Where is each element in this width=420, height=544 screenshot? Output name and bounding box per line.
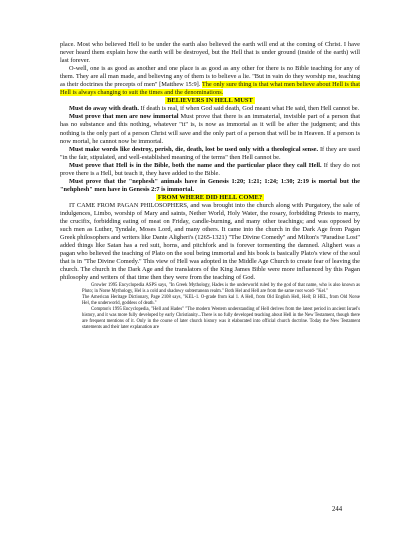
- must-item-hell-bible: [60, 162, 360, 178]
- highlighted-sentence: The only sure thing is that what men believe about Hell is that Hell is always changing to suit the times and the denominations.: [60, 81, 360, 97]
- must-item-words-text: If they are used "in the fair, stipulated, and well-established meaning of the terms" then Hell cannot be.: [60, 145, 360, 161]
- must-item-immortal-title: Must prove that men are now immortal: [69, 113, 179, 121]
- must-item-nephesh-title: Must prove that the "nephesh" animals have in Genesis 1:20; 1:21; 1:24; 1:30; 2:19 is mortal but the "nehphesh" men have in Genesis 2:7 is immortal.: [60, 177, 360, 193]
- must-item-words-title: Must make words like destroy, perish, die, death, lost be used only with a theological sense.: [69, 145, 319, 153]
- must-item-hell-bible-text: If they do not prove there is a Hell, but teach it, they have added to the Bible.: [60, 161, 360, 177]
- must-item-immortal: [60, 113, 360, 145]
- section-heading-origin: [60, 194, 360, 202]
- section-heading-origin-text: FROM WHERE DID HELL COME?: [157, 193, 263, 201]
- must-item-words: [60, 146, 360, 162]
- must-item-nephesh: [60, 178, 360, 194]
- page-body: [60, 41, 360, 331]
- quotations-block: [82, 283, 360, 331]
- must-item-immortal-text: Must prove that there is an immaterial, invisible part of a person that has no substance and this nothing, whatever "it" is, is now as immortal as it will be after the judgment; and this nothing is the only part of a person Christ will save and the only part of a person that will be in Heaven. If a person is now mortal, he cannot now be immortal.: [60, 113, 360, 145]
- quote-comptons: Compton's 1995 Encyclopedia, "Hell and Hades" "The modern Western understanding of Hell derives from the latest period in ancient Israel's history, and it was more fully developed by early Christianity...There is no fully developed teaching about Hell in the New Testament, though there are frequent mentions of it. Only in the course of later church history was it elaborated into official church doctrine. Today the New Testament statements and their later explanation are: [82, 307, 360, 331]
- owell-text: O-well, one is as good as another and one place is as good as any other for there is no Bible teaching for any of them. They are all man made, and believing any of them is to believe a lie. "But in vain do they worship me, teaching as their doctrines the precepts of men" [Matthew 15:9].: [60, 65, 360, 89]
- page-number: 244: [332, 506, 343, 513]
- must-item-hell-bible-title: Must prove that Hell is in the Bible, both the name and the particular place they call Hell.: [69, 161, 322, 169]
- must-item-death-text: If death is real, if when God said death, God meant what He said, then Hell cannot be.: [138, 105, 360, 113]
- paragraph-pagan-origin: IT CAME FROM PAGAN PHILOSOPHERS, and was brought into the church along with Purgatory, the sale of indulgences, Limbo, worship of Mary and saints, Nether World, Holy Water, the rosary, forbidding Priests to marry, the crucifix, forbidding eating of meat on Friday, candle-burning, and many other teachings; and was opposed by such men as Luther, Tyndale, Moses Lord, and many others. It came into the church in the Dark Age from Pagan Greek philosophers and writers like Dante Aligheri's (1265-1321) "The Divine Comedy" and Milton's "Paradise Lost" added things like Satan has a red suit, horns, and pitchfork and is forever tormenting the damned. Aligheri was a pagan who believed the teaching of Plato on the soul being immortal and his book is basically Plato's view of the soul that is in "The Divine Comedy." This view of Hell was adopted in the Middle Age Church to create fear of leaving the church. The church in the Dark Age and the translators of the King James Bible were more influenced by this Pagan philosophy and writers of that time then they were from the teaching of God.: [60, 201, 360, 282]
- paragraph-intro: place. Most who believed Hell to be under the earth also believed the earth will end at the coming of Christ. I have never heard them explain how the earth will be destroyed, but the Hell that is under ground (inside of the earth) will last forever.: [60, 41, 360, 65]
- must-item-death: [60, 105, 360, 113]
- quote-american-heritage: The American Heritage Dictionary, Page 2108 says, "KEL-1. O-grade from kal 1. A Hell, from Old English Hell, Hell; B HEL, from Old Norse Hel, the underworld, goddess of death.": [82, 295, 360, 307]
- section-heading-believers-text: BELIEVERS IN HELL MUST: [167, 97, 253, 105]
- quote-growler: Growler 1995 Encyclopedia ASPS says, "In Greek Mythology, Hades is the underworld ruled by the god of that name, who is also known as Pluto; in Norse Mythology, Hel is a cold and shadowy subterranean realm." Both Hel and Hell are from the same root word- "Kel.": [82, 283, 360, 295]
- must-item-death-title: Must do away with death.: [69, 105, 139, 113]
- section-heading-believers: [60, 97, 360, 105]
- paragraph-owell: [60, 65, 360, 97]
